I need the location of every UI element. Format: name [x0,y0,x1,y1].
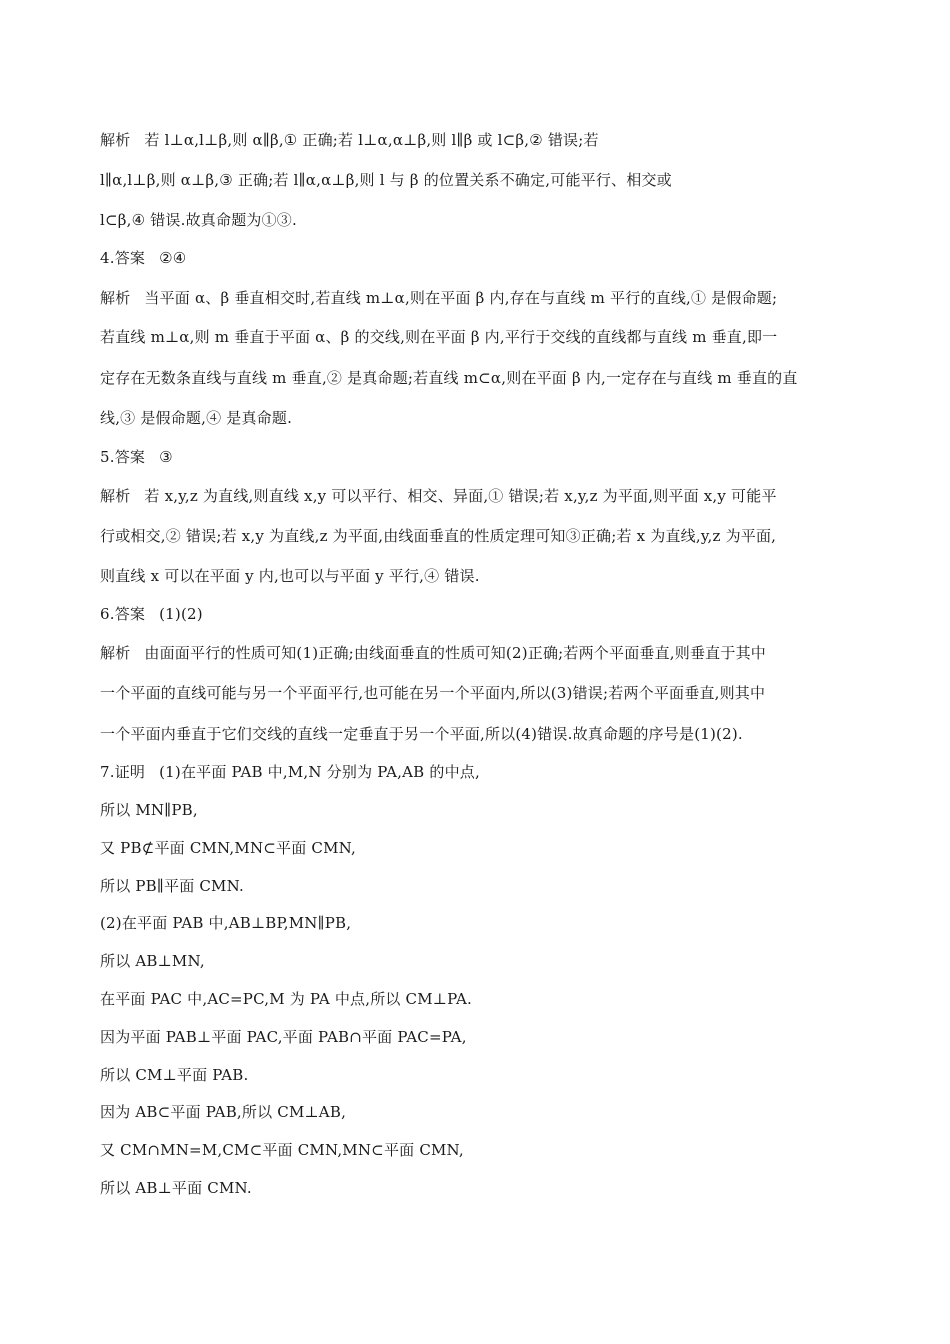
text-line [100,1140,860,1160]
line-label: 4.答案 [100,249,146,267]
line-text: 行或相交,② 错误;若 x,y 为直线,z 为平面,由线面垂直的性质定理可知③正确;若 x 为直线,y,z 为平面, [100,527,777,545]
line-text: 则直线 x 可以在平面 y 内,也可以与平面 y 平行,④ 错误. [100,567,480,585]
line-text: ③ [159,448,173,466]
line-text: 若 x,y,z 为直线,则直线 x,y 可以平行、相交、异面,① 错误;若 x,y,z 为平面,则平面 x,y 可能平 [144,487,777,505]
line-label: 7.证明 [100,763,146,781]
text-line [100,210,860,230]
text-line [100,724,860,744]
line-text: ②④ [159,249,187,267]
line-label: 5.答案 [100,448,146,466]
line-text: l∥α,l⊥β,则 α⊥β,③ 正确;若 l∥α,α⊥β,则 l 与 β 的位置关系不确定,可能平行、相交或 [100,171,672,189]
text-line [100,683,860,703]
line-text: (1)(2) [159,605,203,623]
line-text: 因为 AB⊂平面 PAB,所以 CM⊥AB, [100,1103,347,1121]
text-line [100,327,860,347]
text-line [100,288,860,308]
text-line [100,170,860,190]
text-line [100,526,860,546]
text-line [100,408,860,428]
text-line [100,447,860,467]
line-text: l⊂β,④ 错误.故真命题为①③. [100,211,297,229]
text-line [100,913,860,933]
text-line [100,1102,860,1122]
line-text: 当平面 α、β 垂直相交时,若直线 m⊥α,则在平面 β 内,存在与直线 m 平行的直线,① 是假命题; [144,289,778,307]
line-text: 又 PB⊄平面 CMN,MN⊂平面 CMN, [100,839,356,857]
line-text: 因为平面 PAB⊥平面 PAC,平面 PAB∩平面 PAC=PA, [100,1028,467,1046]
text-line [100,566,860,586]
text-line [100,800,860,820]
line-label: 解析 [100,131,131,149]
line-text: 所以 AB⊥MN, [100,952,205,970]
line-label: 解析 [100,487,131,505]
text-line [100,876,860,896]
line-text: 所以 MN∥PB, [100,801,198,819]
text-line [100,989,860,1009]
text-line [100,1027,860,1047]
text-line [100,1178,860,1198]
text-line [100,838,860,858]
line-label: 6.答案 [100,605,146,623]
line-label: 解析 [100,644,131,662]
text-line [100,486,860,506]
text-line [100,130,860,150]
text-line [100,643,860,663]
text-line [100,1065,860,1085]
line-text: 所以 CM⊥平面 PAB. [100,1066,249,1084]
line-label: 解析 [100,289,131,307]
text-line [100,368,860,388]
line-text: 若直线 m⊥α,则 m 垂直于平面 α、β 的交线,则在平面 β 内,平行于交线的直线都与直线 m 垂直,即一 [100,328,778,346]
line-text: 一个平面内垂直于它们交线的直线一定垂直于另一个平面,所以(4)错误.故真命题的序号是(1)(2). [100,725,743,743]
text-line [100,604,860,624]
line-text: 一个平面的直线可能与另一个平面平行,也可能在另一个平面内,所以(3)错误;若两个平面垂直,则其中 [100,684,766,702]
line-text: (2)在平面 PAB 中,AB⊥BP,MN∥PB, [100,914,352,932]
line-text: 所以 AB⊥平面 CMN. [100,1179,252,1197]
line-text: 线,③ 是假命题,④ 是真命题. [100,409,293,427]
line-text: 若 l⊥α,l⊥β,则 α∥β,① 正确;若 l⊥α,α⊥β,则 l∥β 或 l⊂β,② 错误;若 [144,131,599,149]
line-text: 所以 PB∥平面 CMN. [100,877,244,895]
line-text: 又 CM∩MN=M,CM⊂平面 CMN,MN⊂平面 CMN, [100,1141,464,1159]
text-line [100,951,860,971]
line-text: 定存在无数条直线与直线 m 垂直,② 是真命题;若直线 m⊂α,则在平面 β 内,一定存在与直线 m 垂直的直 [100,369,798,387]
text-line [100,248,860,268]
line-text: (1)在平面 PAB 中,M,N 分别为 PA,AB 的中点, [159,763,480,781]
line-text: 在平面 PAC 中,AC=PC,M 为 PA 中点,所以 CM⊥PA. [100,990,473,1008]
line-text: 由面面平行的性质可知(1)正确;由线面垂直的性质可知(2)正确;若两个平面垂直,则垂直于其中 [144,644,766,662]
text-line [100,762,860,782]
